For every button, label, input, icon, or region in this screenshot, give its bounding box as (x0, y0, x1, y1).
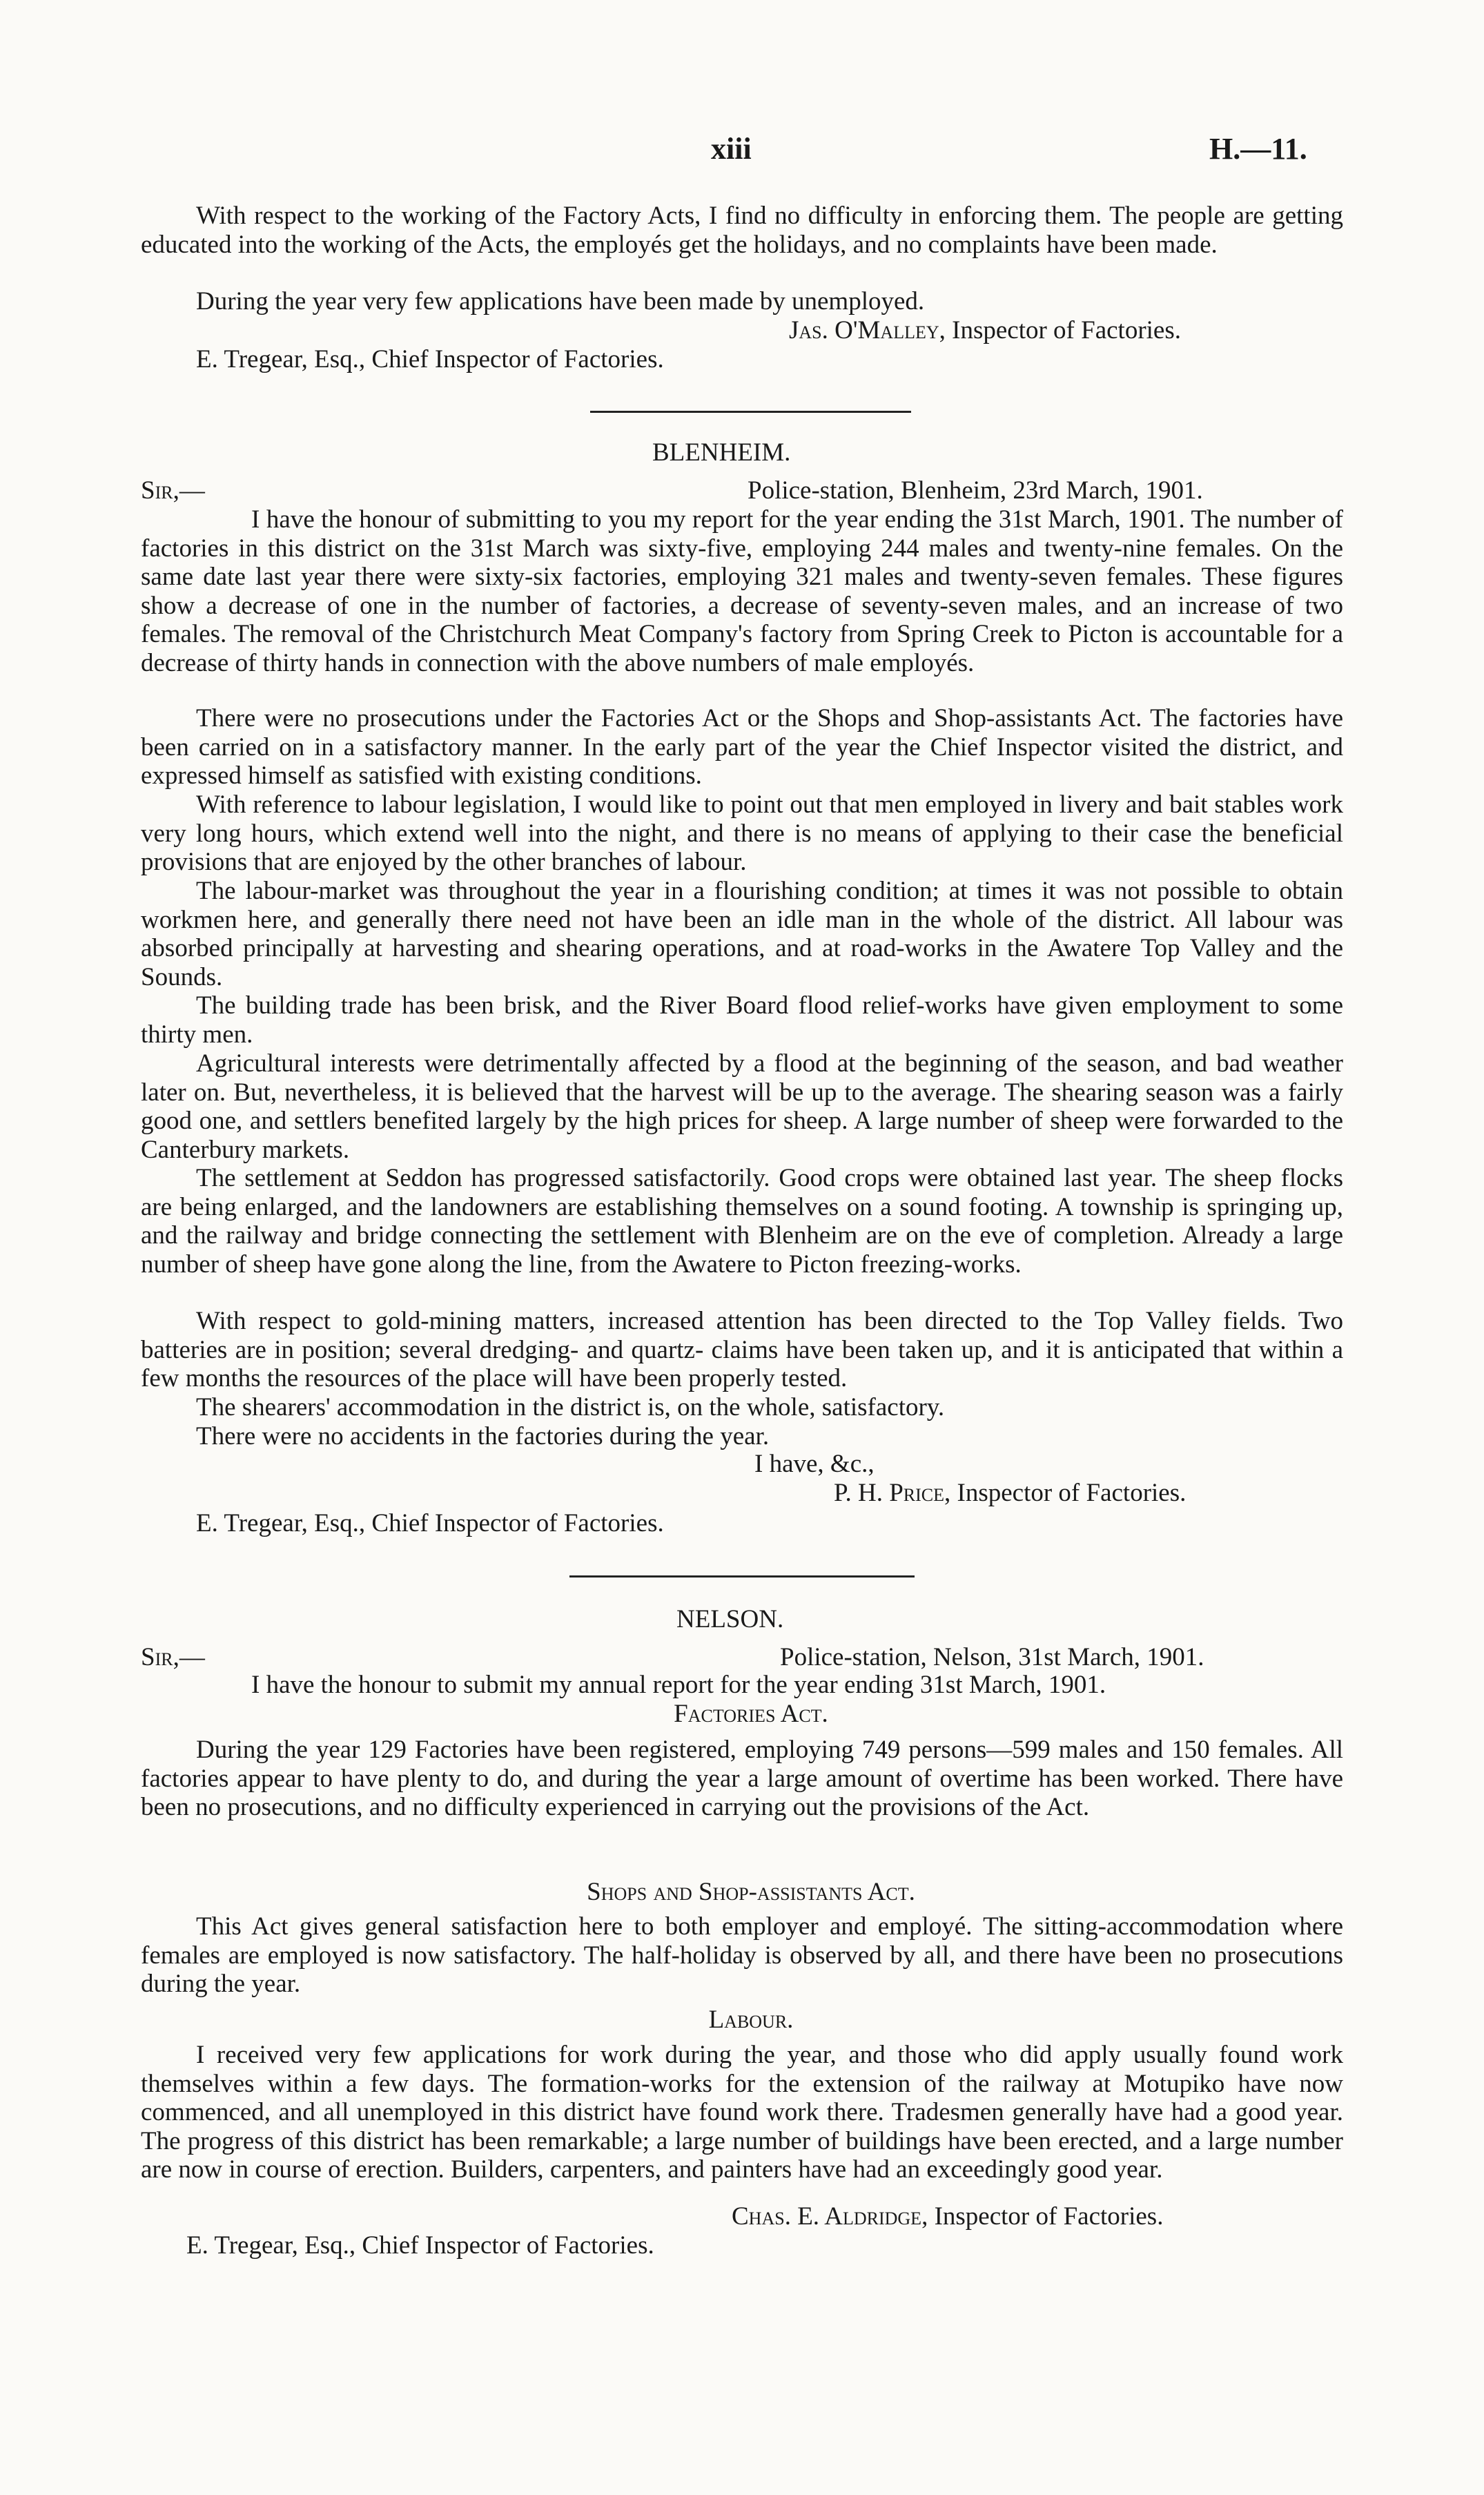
signature-title: , Inspector of Factories. (921, 2202, 1164, 2231)
blenheim-signature (834, 1479, 1186, 1508)
blenheim-title: BLENHEIM. (652, 438, 791, 467)
section-divider (590, 411, 911, 413)
section-heading-shops-act: Shops and Shop-assistants Act. (587, 1878, 915, 1906)
blenheim-paragraph-9: The shearers' accommodation in the district is, on the whole, satisfactory. (196, 1393, 945, 1421)
blenheim-paragraph-10: There were no accidents in the factories during the year. (196, 1422, 770, 1450)
blenheim-paragraph-6: Agricultural interests were detrimentally affected by a flood at the beginning of the season, and bad weather later on. But, nevertheless, it is believed that the harvest will be up to the average. The shearing season was a fairly good one, and settlers benefited largely by the high prices for sheep. A large number of sheep were forwarded to the Canterbury markets. (141, 1049, 1343, 1164)
nelson-title: NELSON. (676, 1605, 784, 1633)
page-numeral: xiii (711, 132, 752, 166)
otago-paragraph-2: During the year very few applications have been made by unemployed. (196, 287, 925, 315)
nelson-salutation: Sir,— (141, 1643, 205, 1671)
blenheim-paragraph-3: With reference to labour legislation, I would like to point out that men employed in livery and bait stables work very long hours, which extend well into the night, and there is no means of applying to their case the beneficial provisions that are enjoyed by the other branches of labour. (141, 790, 1343, 876)
blenheim-paragraph-5: The building trade has been brisk, and the River Board flood relief-works have given employment to some thirty men. (141, 991, 1343, 1049)
signature-title: , Inspector of Factories. (939, 316, 1181, 344)
blenheim-addressee: E. Tregear, Esq., Chief Inspector of Factories. (196, 1509, 664, 1537)
nelson-intro: I have the honour to submit my annual report for the year ending 31st March, 1901. (251, 1671, 1106, 1699)
blenheim-paragraph-4: The labour-market was throughout the year in a flourishing condition; at times it was not possible to obtain workmen here, and generally there need not have been an idle man in the whole of the district. All labour was absorbed principally at harvesting and shearing operations, and at road-works in the Awatere Top Valley and the Sounds. (141, 877, 1343, 991)
blenheim-closing: I have, &c., (754, 1450, 875, 1478)
blenheim-dateline: Police-station, Blenheim, 23rd March, 1901. (748, 476, 1203, 505)
otago-paragraph-1: With respect to the working of the Factory Acts, I find no difficulty in enforcing them. The people are getting educated into the working of the Acts, the employés get the holidays, and no complaints have been made. (141, 202, 1343, 259)
signature-title: , Inspector of Factories. (944, 1479, 1187, 1507)
nelson-factories-paragraph: During the year 129 Factories have been registered, employing 749 persons—599 males and 150 females. All factories appear to have plenty to do, and during the year a large amount of overtime has been worked. There have been no prosecutions, and no difficulty experienced in carrying out the provisions of the Act. (141, 1736, 1343, 1821)
section-heading-factories-act: Factories Act. (674, 1700, 828, 1728)
document-code: H.—11. (1209, 132, 1307, 166)
section-divider (569, 1575, 915, 1577)
nelson-addressee: E. Tregear, Esq., Chief Inspector of Factories. (186, 2231, 654, 2260)
otago-addressee: E. Tregear, Esq., Chief Inspector of Factories. (196, 345, 664, 373)
section-heading-labour: Labour. (708, 2006, 794, 2034)
signature-name: P. H. Price (834, 1479, 944, 1507)
nelson-dateline: Police-station, Nelson, 31st March, 1901. (780, 1643, 1204, 1671)
signature-name: Jas. O'Malley (789, 316, 939, 344)
blenheim-paragraph-8: With respect to gold-mining matters, increased attention has been directed to the Top Valley fields. Two batteries are in position; several dredging- and quartz- claims have been taken up, and it is anticipated that within a few months the resources of the place will have been properly tested. (141, 1307, 1343, 1392)
blenheim-paragraph-1: I have the honour of submitting to you my report for the year ending the 31st March, 1901. The number of factories in this district on the 31st March was sixty-five, employing 244 males and twenty-nine females. On the same date last year there were sixty-six factories, employing 321 males and twenty-seven females. These figures show a decrease of one in the number of factories, a decrease of seventy-seven males, and an increase of two females. The removal of the Christchurch Meat Company's factory from Spring Creek to Picton is accountable for a decrease of thirty hands in connection with the above numbers of male employés. (141, 505, 1343, 677)
signature-name: Chas. E. Aldridge (732, 2202, 922, 2231)
nelson-shops-paragraph: This Act gives general satisfaction here to both employer and employé. The sitting-accommodation where females are employed is now satisfactory. The half-holiday is observed by all, and there have been no prosecutions during the year. (141, 1912, 1343, 1998)
nelson-signature (732, 2202, 1163, 2231)
blenheim-salutation: Sir,— (141, 476, 205, 505)
blenheim-paragraph-2: There were no prosecutions under the Factories Act or the Shops and Shop-assistants Act. The factories have been carried on in a satisfactory manner. In the early part of the year the Chief Inspector visited the district, and expressed himself as satisfied with existing conditions. (141, 704, 1343, 790)
blenheim-paragraph-7: The settlement at Seddon has progressed satisfactorily. Good crops were obtained last year. The sheep flocks are being enlarged, and the landowners are establishing themselves on a sound footing. A township is springing up, and the railway and bridge connecting the settlement with Blenheim are on the eve of completion. Already a large number of sheep have gone along the line, from the Awatere to Picton freezing-works. (141, 1164, 1343, 1279)
otago-signature (789, 316, 1181, 345)
nelson-labour-paragraph: I received very few applications for work during the year, and those who did apply usually found work themselves within a few days. The formation-works for the extension of the railway at Motupiko have now commenced, and all unemployed in this district have found work there. Tradesmen generally have had a good year. The progress of this district has been remarkable; a large number of buildings have been erected, and a large number are now in course of erection. Builders, carpenters, and painters have had an exceedingly good year. (141, 2041, 1343, 2184)
